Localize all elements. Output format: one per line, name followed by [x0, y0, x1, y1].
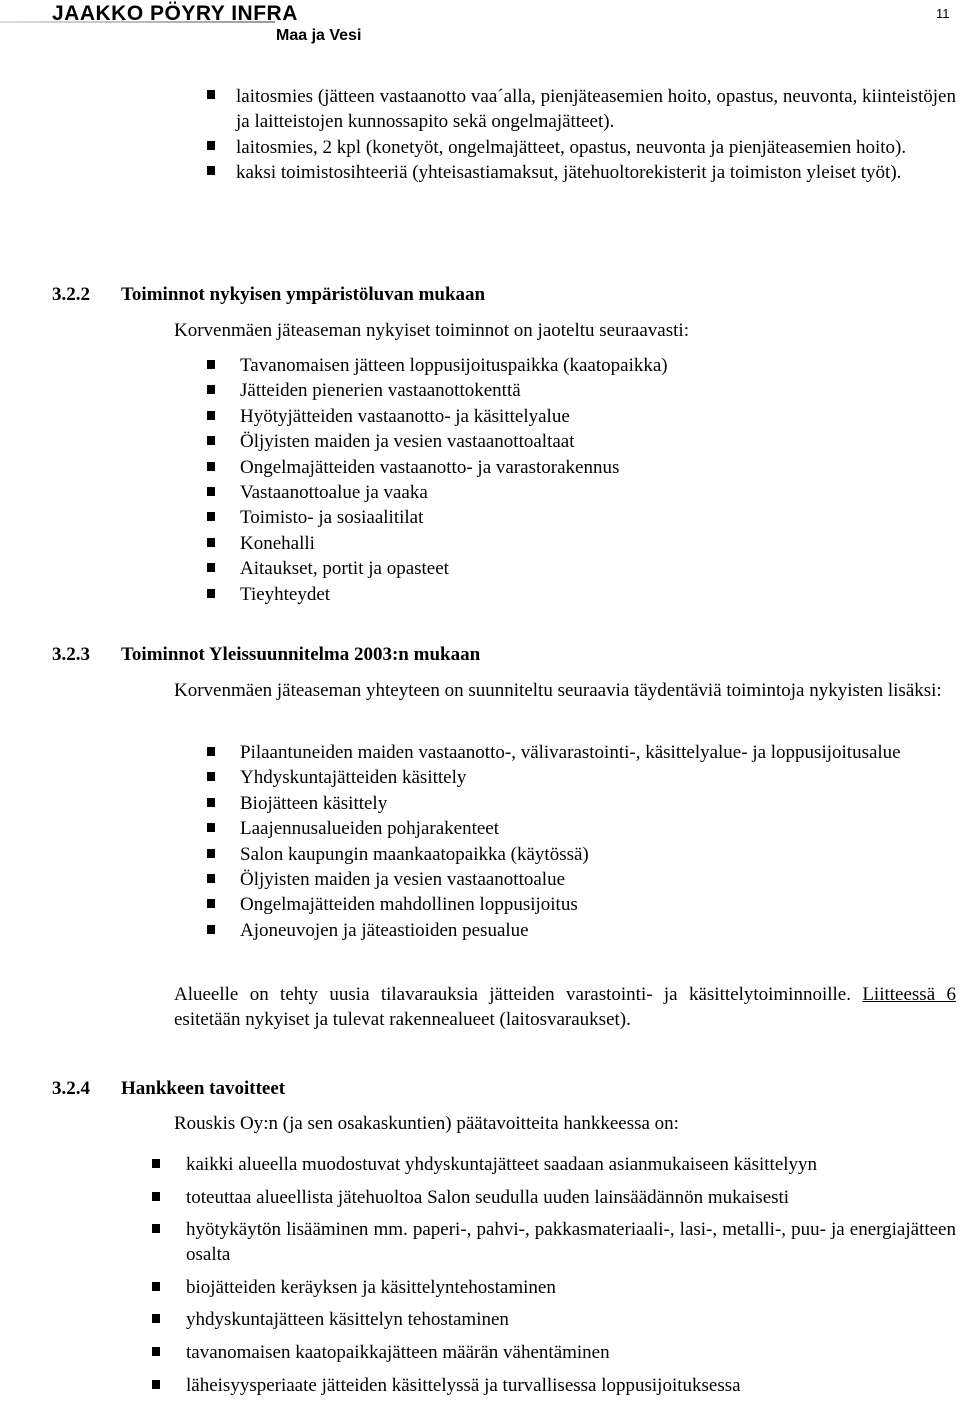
current-functions-list	[240, 353, 940, 607]
list-item	[236, 84, 956, 135]
section-number: 3.2.3	[52, 644, 90, 665]
bullet-icon	[207, 589, 215, 598]
list-item-text: kaikki alueella muodostuvat yhdyskuntajätteet saadaan asianmukaiseen käsittelyyn	[186, 1154, 818, 1175]
closing-text: Alueelle on tehty uusia tilavarauksia jätteiden varastointi- ja käsittelytoiminnoille.	[174, 984, 863, 1005]
section-intro: Korvenmäen jäteaseman nykyiset toiminnot on jaoteltu seuraavasti:	[174, 320, 689, 341]
list-item-text: Ajoneuvojen ja jäteastioiden pesualue	[240, 919, 529, 941]
list-item-text: Jätteiden pienerien vastaanottokenttä	[240, 380, 521, 402]
bullet-icon	[152, 1314, 160, 1323]
bullet-icon	[207, 436, 215, 445]
section-title: Toiminnot Yleissuunnitelma 2003:n mukaan	[121, 644, 481, 665]
section-intro: Korvenmäen jäteaseman yhteyteen on suunniteltu seuraavia täydentäviä toimintoja nykyisten lisäksi:	[174, 680, 942, 701]
list-item-text: Tavanomaisen jätteen loppusijoituspaikka (kaatopaikka)	[240, 355, 668, 376]
bullet-icon	[207, 90, 215, 99]
list-item	[240, 531, 940, 556]
bullet-icon	[207, 925, 215, 934]
closing-text: esitetään nykyiset ja tulevat rakennealueet (laitosvaraukset).	[174, 1009, 631, 1030]
list-item	[240, 582, 940, 607]
list-item-text: laitosmies (jätteen vastaanotto vaa´alla, pienjäteasemien hoito, opastus, neuvonta, kiinteistöjen ja laitteistojen kunnossapito sekä ongelmajätteet).	[236, 86, 956, 133]
project-goals-list	[186, 1152, 956, 1405]
bullet-icon	[152, 1192, 160, 1201]
list-item-text: Laajennusalueiden pohjarakenteet	[240, 818, 500, 840]
company-logo: JAAKKO PÖYRY INFRA	[52, 2, 298, 25]
list-item	[186, 1185, 956, 1210]
bullet-icon	[207, 141, 215, 150]
list-item	[240, 556, 940, 581]
list-item-text: kaksi toimistosihteeriä (yhteisastiamaksut, jätehuoltorekisterit ja toimiston yleiset työt).	[236, 161, 902, 183]
section-title: Hankkeen tavoitteet	[121, 1078, 286, 1099]
list-item-text: Öljyisten maiden ja vesien vastaanottoalue	[240, 869, 566, 891]
list-item	[240, 892, 956, 917]
section-closing	[174, 982, 956, 1032]
bullet-icon	[207, 462, 215, 471]
list-item	[240, 740, 956, 765]
section-number: 3.2.4	[52, 1078, 90, 1099]
section-intro: Rouskis Oy:n (ja sen osakaskuntien) päätavoitteita hankkeessa on:	[174, 1113, 679, 1134]
list-item-text: Salon kaupungin maankaatopaikka (käytössä)	[240, 843, 589, 865]
list-item	[240, 455, 940, 480]
list-item	[186, 1373, 956, 1398]
list-item-text: Pilaantuneiden maiden vastaanotto-, välivarastointi-, käsittelyalue- ja loppusijoitusalue	[240, 742, 901, 763]
list-item-text: biojätteiden keräyksen ja käsittelyntehostaminen	[186, 1276, 556, 1298]
list-item-text: laitosmies, 2 kpl (konetyöt, ongelmajätteet, opastus, neuvonta ja pienjäteasemien hoito).	[236, 136, 907, 158]
bullet-icon	[207, 385, 215, 394]
bullet-icon	[207, 360, 215, 369]
bullet-icon	[207, 563, 215, 572]
list-item-text: Tieyhteydet	[240, 583, 331, 605]
section-number: 3.2.2	[52, 284, 90, 305]
list-item	[240, 505, 940, 530]
list-item-text: tavanomaisen kaatopaikkajätteen määrän vähentäminen	[186, 1341, 610, 1363]
page-header	[0, 0, 960, 52]
planned-functions-list	[240, 740, 956, 943]
bullet-icon	[207, 899, 215, 908]
bullet-icon	[207, 823, 215, 832]
list-item	[186, 1152, 956, 1177]
bullet-icon	[207, 487, 215, 496]
list-item-text: Hyötyjätteiden vastaanotto- ja käsittelyalue	[240, 405, 570, 427]
bullet-icon	[207, 512, 215, 521]
appendix-link[interactable]: Liitteessä 6	[862, 984, 956, 1005]
section-title: Toiminnot nykyisen ympäristöluvan mukaan	[121, 284, 486, 305]
list-item-text: toteuttaa alueellista jätehuoltoa Salon seudulla uuden lainsäädännön mukaisesti	[186, 1186, 790, 1208]
bullet-icon	[152, 1282, 160, 1291]
bullet-icon	[207, 772, 215, 781]
list-item	[240, 429, 940, 454]
bullet-icon	[207, 798, 215, 807]
division-name: Maa ja Vesi	[276, 27, 362, 44]
bullet-icon	[207, 166, 215, 175]
list-item-text: Aitaukset, portit ja opasteet	[240, 558, 449, 580]
list-item-text: hyötykäytön lisääminen mm. paperi-, pahvi-, pakkasmateriaali-, lasi-, metalli-, puu- ja energiajätteen osalta	[186, 1219, 956, 1266]
list-item	[236, 135, 956, 160]
list-item-text: Yhdyskuntajätteiden käsittely	[240, 767, 467, 789]
list-item-text: Ongelmajätteiden mahdollinen loppusijoitus	[240, 894, 578, 916]
staff-list	[236, 84, 956, 185]
list-item	[240, 918, 956, 943]
list-item	[240, 816, 956, 841]
list-item	[240, 378, 940, 403]
bullet-icon	[207, 849, 215, 858]
list-item	[240, 480, 940, 505]
page-number: 11	[936, 6, 950, 21]
list-item	[236, 160, 956, 185]
list-item-text: läheisyysperiaate jätteiden käsittelyssä ja turvallisessa loppusijoituksessa	[186, 1374, 741, 1396]
list-item	[186, 1217, 956, 1267]
list-item	[240, 353, 940, 378]
list-item-text: Ongelmajätteiden vastaanotto- ja varastorakennus	[240, 456, 620, 478]
list-item-text: yhdyskuntajätteen käsittelyn tehostaminen	[186, 1309, 509, 1331]
list-item	[240, 842, 956, 867]
bullet-icon	[152, 1224, 160, 1233]
list-item	[240, 867, 956, 892]
bullet-icon	[152, 1380, 160, 1389]
bullet-icon	[152, 1159, 160, 1168]
list-item-text: Toimisto- ja sosiaalitilat	[240, 507, 424, 529]
list-item-text: Vastaanottoalue ja vaaka	[240, 482, 428, 504]
list-item-text: Biojätteen käsittely	[240, 792, 388, 814]
bullet-icon	[207, 874, 215, 883]
list-item	[240, 765, 956, 790]
list-item-text: Konehalli	[240, 532, 315, 554]
bullet-icon	[207, 747, 215, 756]
list-item	[186, 1340, 956, 1365]
list-item	[186, 1307, 956, 1332]
list-item	[240, 404, 940, 429]
list-item	[186, 1275, 956, 1300]
bullet-icon	[207, 538, 215, 547]
bullet-icon	[152, 1347, 160, 1356]
list-item	[240, 791, 956, 816]
list-item-text: Öljyisten maiden ja vesien vastaanottoaltaat	[240, 431, 575, 453]
bullet-icon	[207, 411, 215, 420]
